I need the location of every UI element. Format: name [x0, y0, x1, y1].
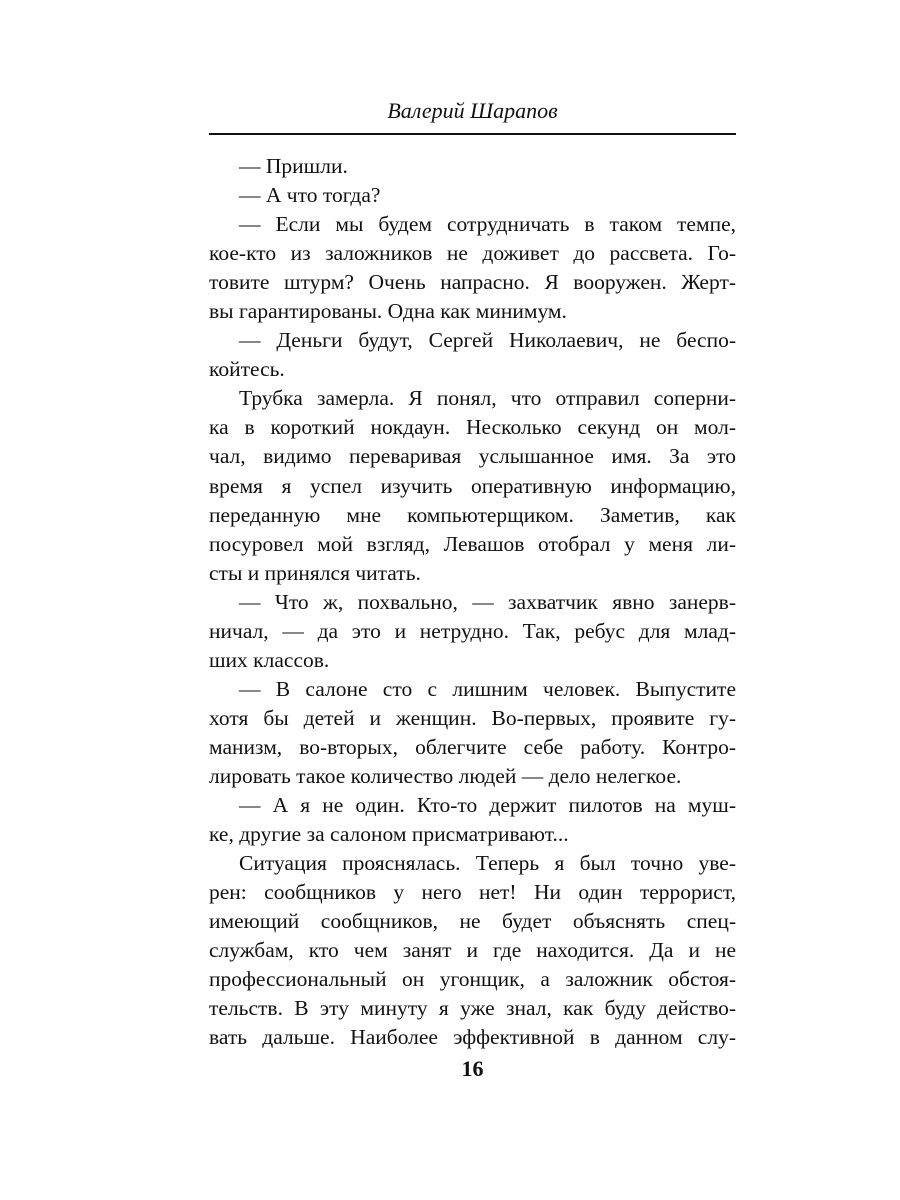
- text-line: — А я не один. Кто-то держит пилотов на муш-: [239, 793, 736, 818]
- text-line: Трубка замерла. Я понял, что отправил соперни-: [239, 386, 736, 411]
- text-line: имеющий сообщников, не будет объяснять спец-: [209, 909, 736, 934]
- text-line: — Деньги будут, Сергей Николаевич, не беспо-: [239, 328, 736, 353]
- text-line: — В салоне сто с лишним человек. Выпустите: [239, 676, 736, 701]
- body-text: [209, 152, 736, 1052]
- page-number: 16: [461, 1056, 484, 1081]
- text-line: время я успел изучить оперативную информацию,: [209, 473, 736, 498]
- text-line: ке, другие за салоном присматривают...: [209, 822, 569, 847]
- text-line: — Если мы будем сотрудничать в таком темпе,: [239, 212, 736, 237]
- text-line: переданную мне компьютерщиком. Заметив, как: [209, 502, 736, 527]
- text-line: хотя бы детей и женщин. Во-первых, проявите гу-: [209, 705, 736, 730]
- text-line: — Что ж, похвально, — захватчик явно занерв-: [239, 589, 736, 614]
- text-line: посуровел мой взгляд, Левашов отобрал у меня ли-: [209, 531, 736, 556]
- header-rule: [209, 133, 736, 135]
- text-line: ка в короткий нокдаун. Несколько секунд он мол-: [209, 415, 736, 440]
- text-line: кое-кто из заложников не доживет до рассвета. Го-: [209, 241, 736, 266]
- text-line: чал, видимо переваривая услышанное имя. За это: [209, 444, 736, 469]
- text-line: манизм, во-вторых, облегчите себе работу. Контро-: [209, 734, 736, 759]
- text-line: ших классов.: [209, 647, 330, 672]
- text-line: профессиональный он угонщик, а заложник обстоя-: [209, 967, 736, 992]
- text-line: тельств. В эту минуту я уже знал, как буду действо-: [209, 996, 736, 1021]
- text-line: службам, кто чем занят и где находится. Да и не: [209, 938, 736, 963]
- running-head-author: Валерий Шарапов: [387, 98, 558, 123]
- text-line: сты и принялся читать.: [209, 560, 421, 585]
- text-line: ничал, — да это и нетрудно. Так, ребус для млад-: [209, 618, 736, 643]
- text-line: товите штурм? Очень напрасно. Я вооружен. Жерт-: [209, 270, 736, 295]
- text-line: вы гарантированы. Одна как минимум.: [209, 299, 567, 324]
- text-line: койтесь.: [209, 357, 285, 382]
- text-line: лировать такое количество людей — дело нелегкое.: [209, 763, 682, 788]
- text-line: Ситуация прояснялась. Теперь я был точно уве-: [239, 851, 736, 876]
- text-line: рен: сообщников у него нет! Ни один террорист,: [209, 880, 736, 905]
- text-line: — А что тогда?: [239, 183, 381, 208]
- text-line: вать дальше. Наиболее эффективной в данном слу-: [209, 1025, 736, 1050]
- text-line: — Пришли.: [239, 154, 348, 178]
